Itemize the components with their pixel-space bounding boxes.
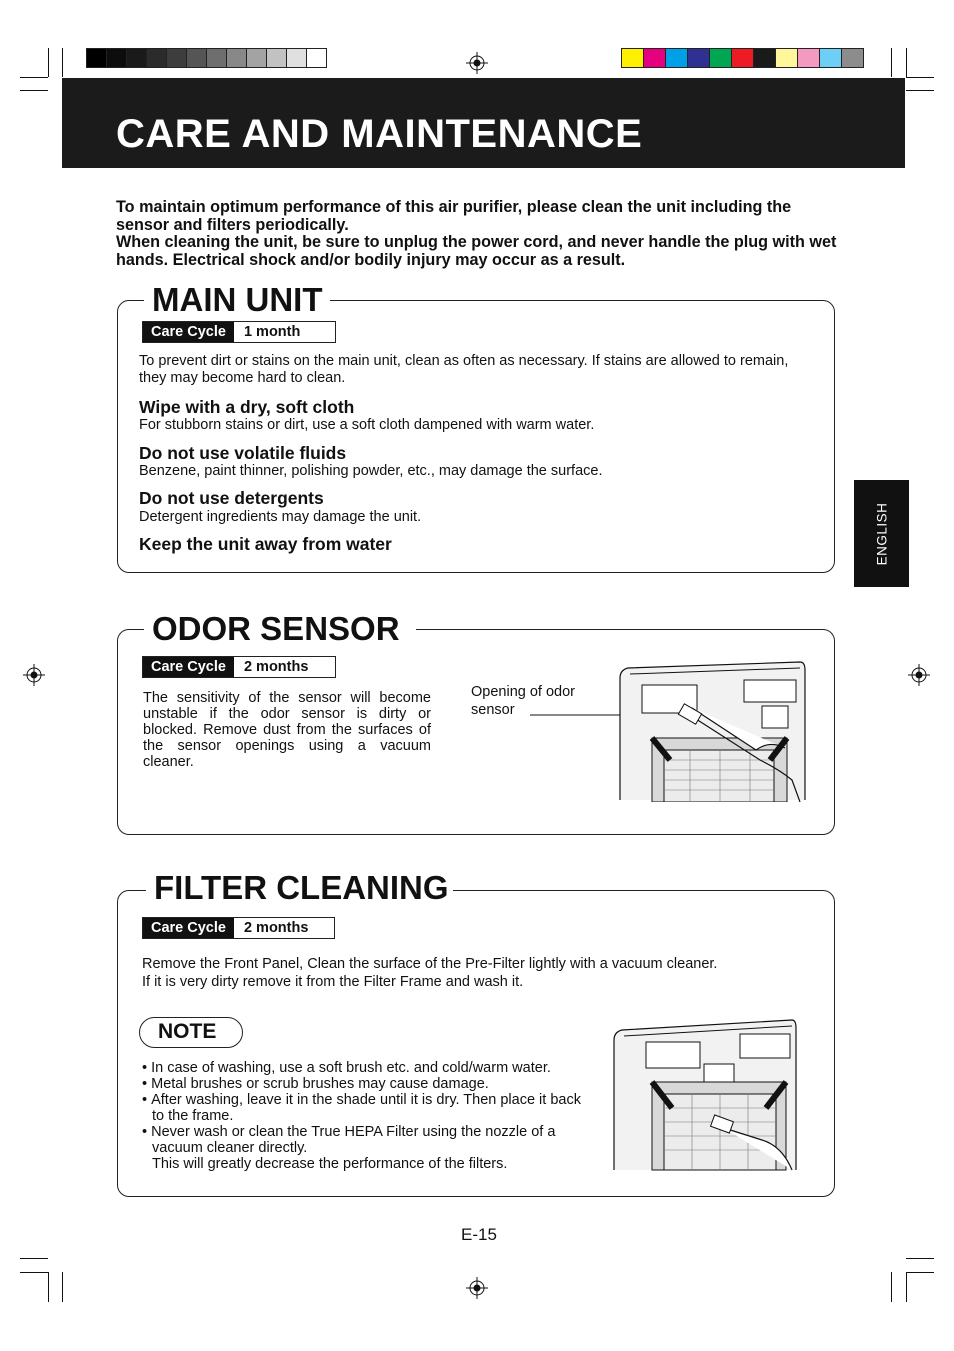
care-cycle-badge xyxy=(142,321,336,343)
color-swatch xyxy=(731,48,754,68)
color-swatch xyxy=(841,48,864,68)
color-swatch xyxy=(819,48,842,68)
registration-target-icon xyxy=(908,664,930,686)
item-heading: Wipe with a dry, soft cloth xyxy=(139,397,355,417)
language-tab-label: ENGLISH xyxy=(874,502,889,565)
color-swatch xyxy=(753,48,776,68)
note-extra-text: This will greatly decrease the performance of the filters. xyxy=(152,1156,508,1172)
care-cycle-value: 2 months xyxy=(234,657,318,677)
care-cycle-label: Care Cycle xyxy=(143,657,234,677)
language-tab xyxy=(854,480,909,587)
color-swatch xyxy=(266,48,287,68)
intro-warning xyxy=(116,199,840,269)
care-cycle-badge xyxy=(142,917,335,939)
sensor-callout: Opening of odor sensor xyxy=(471,684,575,718)
item-text: Detergent ingredients may damage the unit. xyxy=(139,509,422,525)
registration-target-icon xyxy=(23,664,45,686)
section-title: FILTER CLEANING xyxy=(146,870,453,906)
color-swatch xyxy=(709,48,732,68)
color-swatch xyxy=(86,48,107,68)
item-heading: Do not use volatile fluids xyxy=(139,443,347,463)
section-title: ODOR SENSOR xyxy=(144,611,416,647)
color-swatch xyxy=(797,48,820,68)
page-number: E-15 xyxy=(461,1225,497,1244)
color-swatch xyxy=(206,48,227,68)
care-cycle-label: Care Cycle xyxy=(143,322,234,342)
intro-text: To maintain optimum performance of this air purifier, please clean the unit including the sensor and filters periodically. xyxy=(116,198,792,234)
color-swatch xyxy=(687,48,710,68)
color-swatch xyxy=(166,48,187,68)
item-heading: Keep the unit away from water xyxy=(139,534,392,554)
list-item: • Never wash or clean the True HEPA Filter using the nozzle of a vacuum cleaner directly. xyxy=(142,1124,590,1156)
item-heading: Do not use detergents xyxy=(139,488,324,508)
section-title: MAIN UNIT xyxy=(144,282,330,318)
color-swatch xyxy=(246,48,267,68)
section-description: The sensitivity of the sensor will become unstable if the odor sensor is dirty or blocked. Remove dust from the surfaces of the sensor openings using a vacuum cleaner. xyxy=(143,690,431,770)
color-swatch xyxy=(146,48,167,68)
odor-sensor-illustration xyxy=(530,660,810,802)
color-swatch xyxy=(186,48,207,68)
color-swatch xyxy=(226,48,247,68)
list-item: • In case of washing, use a soft brush etc. and cold/warm water. xyxy=(142,1060,590,1076)
list-item: • After washing, leave it in the shade until it is dry. Then place it back to the frame. xyxy=(142,1092,590,1124)
color-swatch xyxy=(106,48,127,68)
item-text: Benzene, paint thinner, polishing powder, etc., may damage the surface. xyxy=(139,463,603,479)
color-swatch xyxy=(306,48,327,68)
section-description: If it is very dirty remove it from the Filter Frame and wash it. xyxy=(142,974,524,990)
section-description: To prevent dirt or stains on the main unit, clean as often as necessary. If stains are allowed to remain, they may become hard to clean. xyxy=(139,353,789,386)
care-cycle-value: 1 month xyxy=(234,322,310,342)
care-cycle-label: Care Cycle xyxy=(143,918,234,938)
color-swatch xyxy=(775,48,798,68)
color-swatch xyxy=(126,48,147,68)
item-text: For stubborn stains or dirt, use a soft cloth dampened with warm water. xyxy=(139,417,595,433)
care-cycle-value: 2 months xyxy=(234,918,318,938)
list-item: • Metal brushes or scrub brushes may cause damage. xyxy=(142,1076,590,1092)
registration-target-icon xyxy=(466,52,488,74)
section-description: Remove the Front Panel, Clean the surface of the Pre-Filter lightly with a vacuum cleaner. xyxy=(142,956,718,972)
color-swatch xyxy=(286,48,307,68)
color-swatch xyxy=(643,48,666,68)
note-badge: NOTE xyxy=(139,1017,243,1048)
filter-cleaning-illustration xyxy=(612,1018,802,1172)
page-title: CARE AND MAINTENANCE xyxy=(116,112,643,156)
color-swatch xyxy=(665,48,688,68)
note-list xyxy=(142,1060,590,1156)
intro-text: When cleaning the unit, be sure to unplug the power cord, and never handle the plug with wet hands. Electrical shock and/or bodily injury may occur as a result. xyxy=(116,233,837,269)
registration-target-icon xyxy=(466,1277,488,1299)
color-swatch xyxy=(621,48,644,68)
care-cycle-badge xyxy=(142,656,336,678)
